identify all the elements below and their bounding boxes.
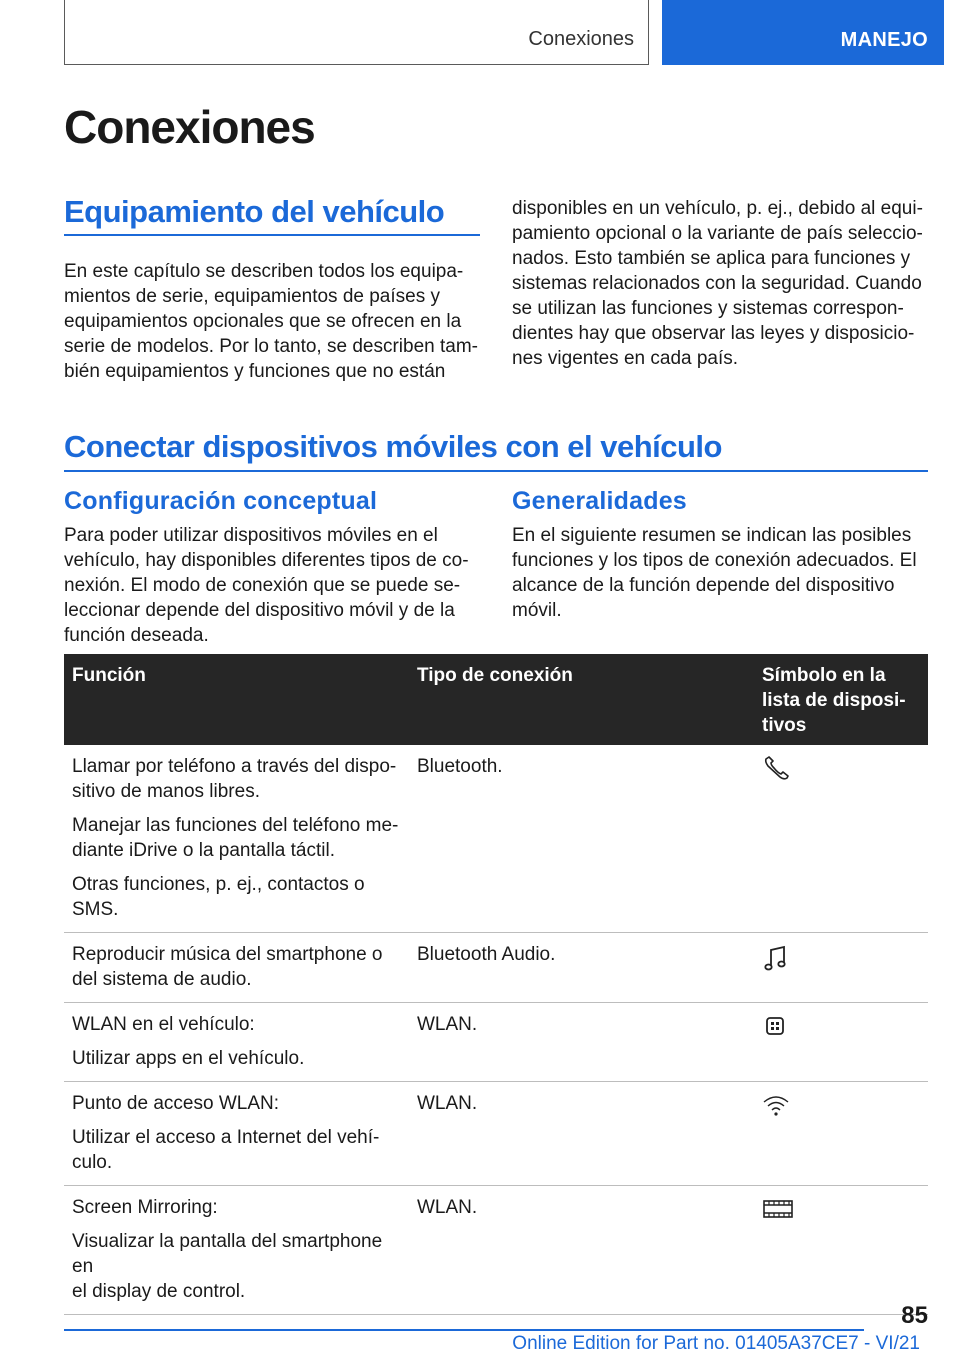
connections-table (64, 654, 928, 1315)
text-line: Screen Mirroring: (72, 1197, 218, 1218)
cell-connection: WLAN. (409, 1003, 754, 1082)
text-line: disponibles en un vehículo, p. ej., debido al equi‐ (512, 198, 923, 219)
text-line: Punto de acceso WLAN: (72, 1093, 279, 1114)
text-line: funciones y los tipos de conexión adecuados. El (512, 550, 917, 571)
header-section-label: Conexiones (528, 28, 634, 50)
cell-connection: Bluetooth. (409, 745, 754, 933)
text-line: pamiento opcional o la variante de país seleccio‐ (512, 223, 923, 244)
cell-connection: Bluetooth Audio. (409, 933, 754, 1003)
screen-mirroring-icon (762, 1197, 796, 1223)
table-row (64, 1082, 928, 1186)
text-line: equipamientos opcionales que se ofrecen en la (64, 311, 462, 332)
text-line: Para poder utilizar dispositivos móviles en el (64, 525, 438, 546)
text-line: vehículo, hay disponibles diferentes tipos de co‐ (64, 550, 469, 571)
music-note-icon (762, 944, 792, 974)
header-line: tivos (762, 715, 807, 736)
cell-connection: WLAN. (409, 1082, 754, 1186)
cell-function (64, 745, 409, 933)
phone-handset-icon (762, 756, 792, 782)
conceptual-text (64, 523, 484, 648)
section-heading-connect-devices: Conectar dispositivos móviles con el vehículo (64, 429, 722, 464)
text-line: serie de modelos. Por lo tanto, se describen tam‐ (64, 336, 478, 357)
equipment-text-col1 (64, 259, 484, 384)
apps-icon (762, 1014, 792, 1040)
text-line: nados. Esto también se aplica para funciones y (512, 248, 911, 269)
cell-connection: WLAN. (409, 1186, 754, 1315)
table-header-row (64, 654, 928, 745)
text-line: En el siguiente resumen se indican las posibles (512, 525, 912, 546)
text-line: En este capítulo se describen todos los equipa‐ (64, 261, 464, 282)
text-line: del sistema de audio. (72, 969, 252, 990)
header-section-box (64, 0, 649, 65)
general-text (512, 523, 932, 623)
table-row (64, 1003, 928, 1082)
cell-function (64, 1082, 409, 1186)
page-number: 85 (901, 1302, 928, 1329)
text-line: WLAN en el vehículo: (72, 1014, 255, 1035)
text-line: Utilizar apps en el vehículo. (72, 1048, 305, 1069)
text-line: culo. (72, 1152, 113, 1173)
subheading-conceptual: Configuración conceptual (64, 487, 378, 515)
footer-edition: Online Edition for Part no. 01405A37CE7 - VI/21 (512, 1333, 920, 1354)
text-line: Reproducir música del smartphone o (72, 944, 383, 965)
text-line: función deseada. (64, 625, 209, 646)
table-row (64, 1186, 928, 1315)
text-line: sitivo de manos libres. (72, 781, 260, 802)
text-line: SMS. (72, 899, 119, 920)
text-line: bién equipamientos y funciones que no están (64, 361, 446, 382)
text-line: se utilizan las funciones y sistemas correspon‐ (512, 298, 904, 319)
cell-function (64, 933, 409, 1003)
text-line: sistemas relacionados con la seguridad. Cuando (512, 273, 922, 294)
text-line: mientos de serie, equipamientos de países y (64, 286, 440, 307)
header-connection: Tipo de conexión (409, 654, 754, 745)
subheading-general: Generalidades (512, 487, 687, 515)
text-line: Llamar por teléfono a través del dispo‐ (72, 756, 397, 777)
table-row (64, 933, 928, 1003)
section-rule (64, 470, 928, 472)
header-symbol (754, 654, 928, 745)
section-rule (64, 234, 480, 236)
table-row (64, 745, 928, 933)
cell-symbol (754, 1186, 928, 1315)
cell-symbol (754, 933, 928, 1003)
cell-symbol (754, 1082, 928, 1186)
equipment-text-col2 (512, 196, 932, 371)
cell-symbol (754, 745, 928, 933)
cell-function (64, 1003, 409, 1082)
text-line: diante iDrive o la pantalla táctil. (72, 840, 335, 861)
header-chapter-label: MANEJO (840, 29, 928, 51)
header-function: Función (64, 654, 409, 745)
text-line: Utilizar el acceso a Internet del vehí‐ (72, 1127, 380, 1148)
text-line: leccionar depende del dispositivo móvil y de la (64, 600, 455, 621)
text-line: Visualizar la pantalla del smartphone en (72, 1231, 383, 1277)
footer-rule (64, 1329, 864, 1331)
text-line: nes vigentes en cada país. (512, 348, 739, 369)
wifi-icon (762, 1093, 792, 1121)
text-line: el display de control. (72, 1281, 246, 1302)
text-line: nexión. El modo de conexión que se puede se‐ (64, 575, 461, 596)
header-line: Símbolo en la (762, 665, 886, 686)
header-chapter-tab (662, 0, 944, 65)
header-line: lista de disposi‐ (762, 690, 906, 711)
cell-function (64, 1186, 409, 1315)
text-line: dientes hay que observar las leyes y disposicio‐ (512, 323, 915, 344)
cell-symbol (754, 1003, 928, 1082)
page-title: Conexiones (64, 101, 315, 153)
text-line: Otras funciones, p. ej., contactos o (72, 874, 365, 895)
section-heading-equipment: Equipamiento del vehículo (64, 194, 445, 229)
text-line: móvil. (512, 600, 562, 621)
text-line: alcance de la función depende del dispositivo (512, 575, 895, 596)
text-line: Manejar las funciones del teléfono me‐ (72, 815, 399, 836)
